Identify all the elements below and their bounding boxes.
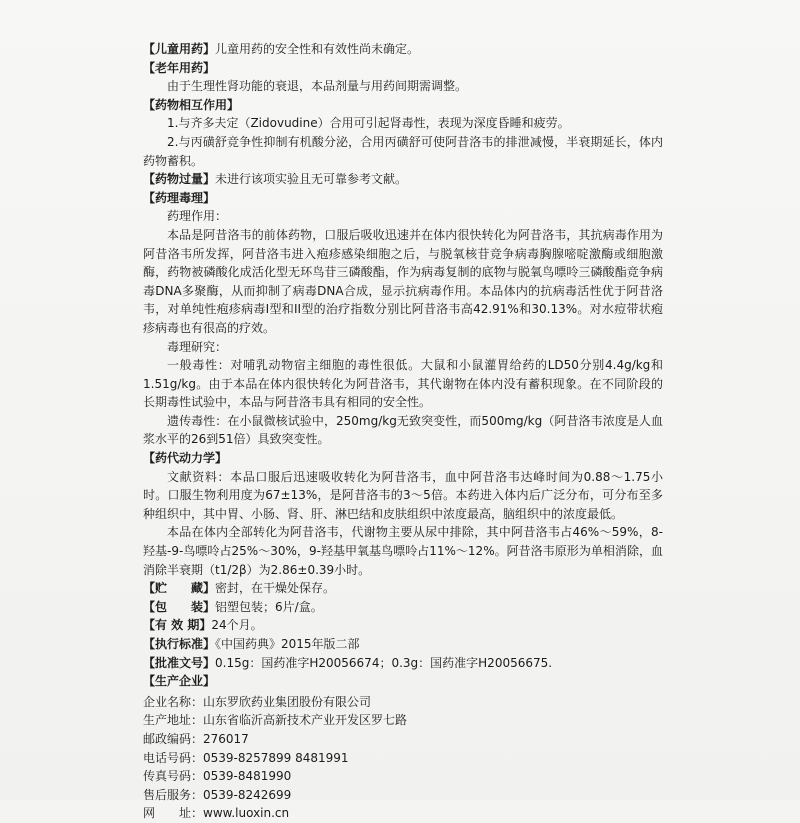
- section-standard: [143, 635, 663, 654]
- contact-label: 生产地址：: [143, 713, 204, 728]
- heading-elderly-use: 【老年用药】: [143, 60, 216, 75]
- contact-label: 邮政编码：: [143, 731, 204, 746]
- contact-row-website: [143, 804, 663, 823]
- text-standard: 《中国药典》2015年版二部: [215, 637, 360, 651]
- text-pharmacology-action: 本品是阿昔洛韦的前体药物，口服后吸收迅速并在体内很快转化为阿昔洛韦，其抗病毒作用为阿昔洛韦所发挥，阿昔洛韦进入疱疹感染细胞之后，与脱氧核苷竞争病毒胸腺嘧啶激酶或细胞激酶，药物被磷酸化成活化型无环鸟苷三磷酸酯，作为病毒复制的底物与脱氧鸟嘌呤三磷酸酯竞争病毒DNA多聚酶，从而抑制了病毒DNA合成，显示抗病毒作用。本品体内的抗病毒活性优于阿昔洛韦，对单纯性疱疹病毒I型和II型的治疗指数分别比阿昔洛韦高42.91%和30.13%。对水痘带状疱疹病毒也有很高的疗效。: [143, 227, 663, 335]
- contact-value: 0539-8242699: [203, 787, 292, 802]
- section-approval: [143, 654, 663, 673]
- text-elderly-use: 由于生理性肾功能的衰退，本品剂量与用药间期需调整。: [167, 79, 468, 94]
- contact-value: 山东省临沂高新技术产业开发区罗七路: [203, 713, 408, 728]
- heading-manufacturer: 【生产企业】: [143, 674, 216, 689]
- heading-storage: 【贮 藏】: [143, 581, 216, 596]
- section-package: [143, 598, 663, 617]
- contact-value: 0539-8481990: [203, 769, 292, 784]
- section-storage: [143, 579, 663, 598]
- heading-standard: 【执行标准】: [143, 637, 216, 651]
- contact-value: 山东罗欣药业集团股份有限公司: [203, 694, 372, 709]
- heading-interactions: 【药物相互作用】: [143, 97, 240, 112]
- text-pharmacokinetics-1: 文献资料：本品口服后迅速吸收转化为阿昔洛韦，血中阿昔洛韦达峰时间为0.88～1.75小时。口服生物利用度为67±13%，是阿昔洛韦的3～5倍。本药进入体内后广泛分布，可分布至多种组织中，其中胃、小肠、肾、肝、淋巴结和皮肤组织中浓度最高，脑组织中的浓度最低。: [143, 469, 663, 521]
- contact-value: www.luoxin.cn: [203, 806, 290, 821]
- heading-children-use: 【儿童用药】: [143, 42, 216, 56]
- contact-row-fax: [143, 767, 663, 786]
- contact-label: 传真号码：: [143, 769, 204, 784]
- section-elderly-use: [143, 59, 663, 78]
- text-package: 铝塑包装；6片/盒。: [215, 599, 323, 614]
- contact-label: 企业名称：: [143, 694, 204, 709]
- section-validity: [143, 616, 663, 635]
- text-storage: 密封，在干燥处保存。: [215, 581, 336, 596]
- text-genetic-toxicity: 遗传毒性：在小鼠微核试验中，250mg/kg无致突变性，而500mg/kg（阿昔洛韦浓度是人血浆水平的26到51倍）具致突变性。: [143, 413, 663, 447]
- contact-label: 售后服务：: [143, 787, 204, 802]
- contact-label: 电话号码：: [143, 750, 204, 765]
- label-toxicity: 毒理研究：: [167, 339, 228, 354]
- heading-pharmacokinetics: 【药代动力学】: [143, 451, 228, 466]
- leaflet-content: [143, 40, 663, 823]
- contact-row-service: [143, 786, 663, 805]
- manufacturer-contact-list: [143, 693, 663, 823]
- contact-row-address: [143, 711, 663, 730]
- section-overdose: [143, 170, 663, 189]
- heading-package: 【包 装】: [143, 599, 216, 614]
- section-interactions: [143, 96, 663, 115]
- heading-pharmacology: 【药理毒理】: [143, 190, 216, 205]
- text-approval: 0.15g：国药准字H20056674；0.3g：国药准字H20056675.: [215, 655, 553, 670]
- text-validity: 24个月。: [211, 618, 263, 633]
- text-general-toxicity: 一般毒性：对哺乳动物宿主细胞的毒性很低。大鼠和小鼠灌胃给药的LD50分别4.4g/kg和1.51g/kg。由于本品在体内很快转化为阿昔洛韦，其代谢物在体内没有蓄积现象。在不同阶段的长期毒性试验中，本品与阿昔洛韦具有相同的安全性。: [143, 358, 663, 410]
- text-overdose: 未进行该项实验且无可靠参考文献。: [215, 172, 408, 187]
- interaction-item-2: 2.与丙磺舒竞争性抑制有机酸分泌，合用丙磺舒可使阿昔洛韦的排泄减慢，半衰期延长，体内药物蓄积。: [143, 134, 663, 168]
- heading-validity: 【有 效 期】: [143, 618, 212, 633]
- section-manufacturer: [143, 672, 663, 691]
- interaction-item-1: 1.与齐多夫定（Zidovudine）合用可引起肾毒性，表现为深度昏睡和疲劳。: [167, 116, 570, 131]
- contact-row-company: [143, 693, 663, 712]
- section-pharmacokinetics: [143, 449, 663, 468]
- section-children-use: [143, 40, 663, 59]
- contact-row-phone: [143, 749, 663, 768]
- text-children-use: 儿童用药的安全性和有效性尚未确定。: [215, 42, 420, 56]
- text-pharmacokinetics-2: 本品在体内全部转化为阿昔洛韦，代谢物主要从尿中排除，其中阿昔洛韦占46%～59%，8-羟基-9-鸟嘌呤占25%～30%，9-羟基甲氧基鸟嘌呤占11%～12%。阿昔洛韦原形为单相消除，血消除半衰期（t1/2β）为2.86±0.39小时。: [143, 525, 663, 577]
- contact-value: 276017: [203, 731, 249, 746]
- heading-overdose: 【药物过量】: [143, 172, 216, 187]
- contact-value: 0539-8257899 8481991: [203, 750, 349, 765]
- contact-row-postcode: [143, 730, 663, 749]
- section-pharmacology: [143, 189, 663, 208]
- heading-approval: 【批准文号】: [143, 655, 216, 670]
- contact-label: 网 址：: [143, 806, 204, 821]
- label-pharmacology-action: 药理作用：: [167, 209, 228, 224]
